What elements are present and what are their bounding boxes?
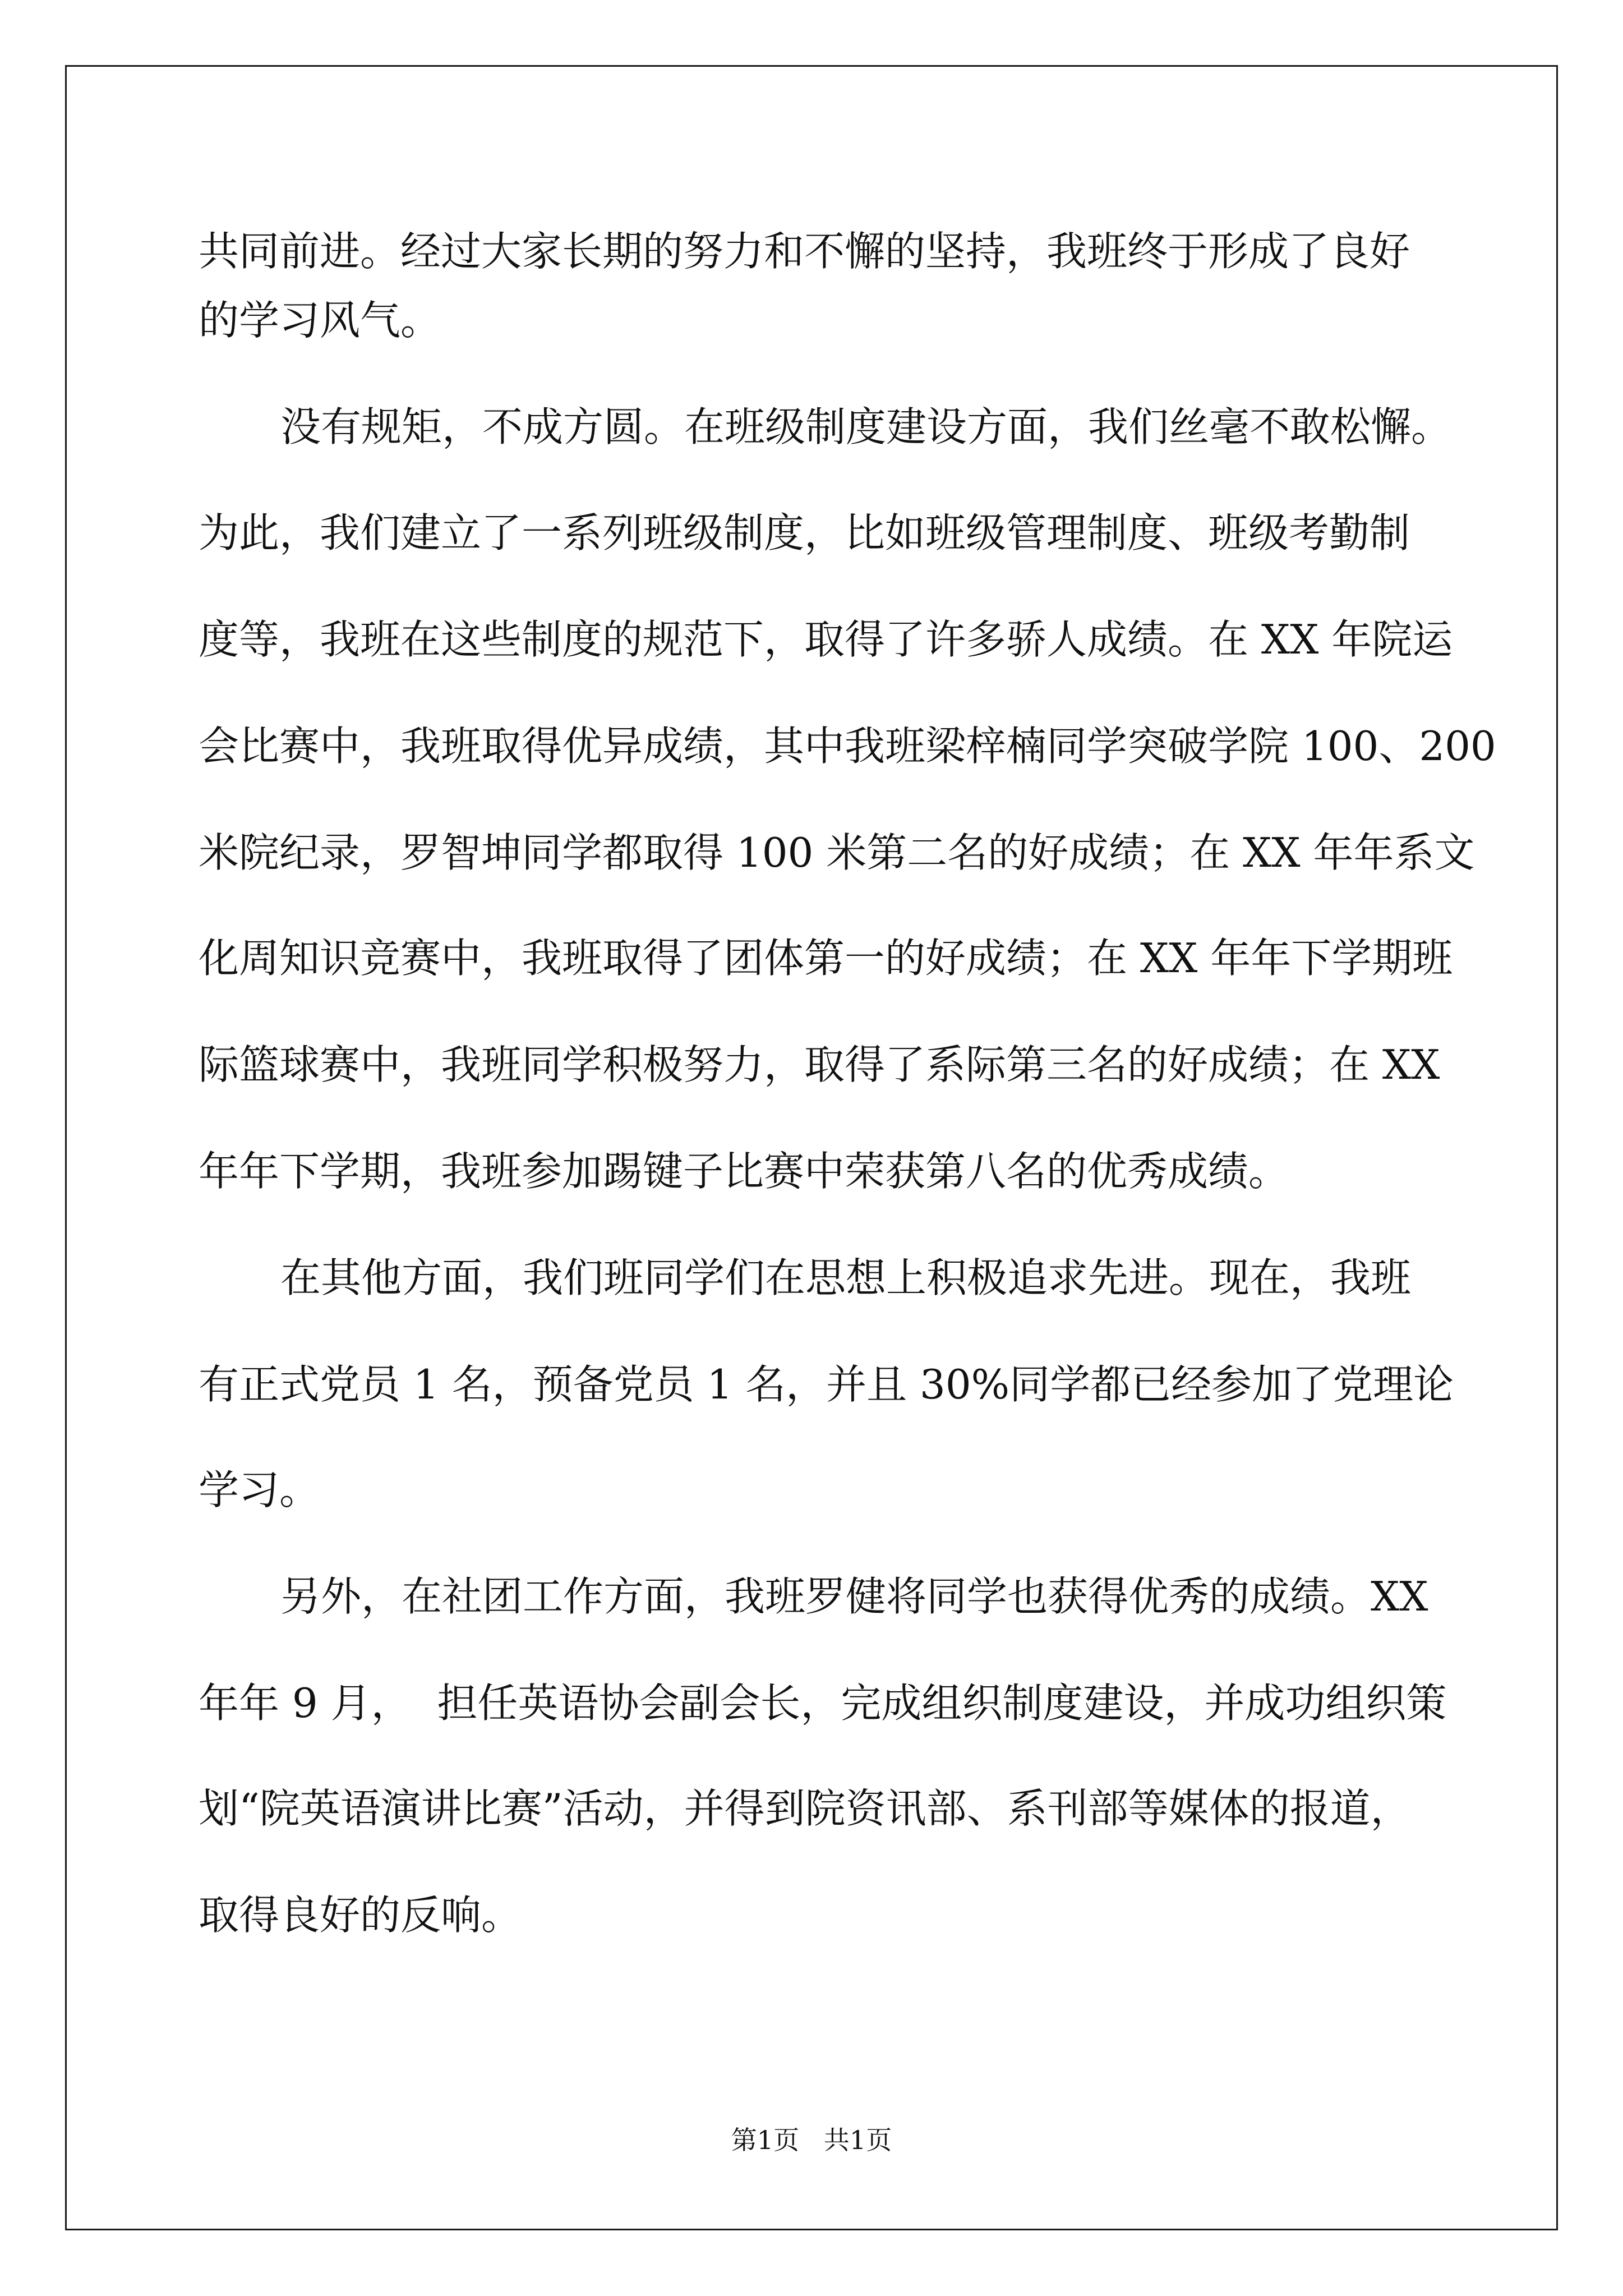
text-line-16: 划“院英语演讲比赛”活动，并得到院资讯部、系刊部等媒体的报道， [199, 1785, 1411, 1832]
text-line-10: 年年下学期，我班参加踢键子比赛中荣获第八名的优秀成绩。 [199, 1148, 1289, 1195]
text-line-15: 年年 9 月， 担任英语协会副会长，完成组织制度建设，并成功组织策 [199, 1680, 1447, 1727]
page-footer: 第1页 共1页 [731, 2125, 892, 2155]
text-line-1: 共同前进。经过大家长期的努力和不懈的坚持，我班终于形成了良好 [199, 228, 1410, 275]
text-line-4: 为此，我们建立了一系列班级制度，比如班级管理制度、班级考勤制 [199, 509, 1410, 556]
text-line-14: 另外，在社团工作方面，我班罗健将同学也获得优秀的成绩。XX [280, 1573, 1428, 1620]
text-line-13: 学习。 [199, 1466, 320, 1513]
text-line-2: 的学习风气。 [199, 297, 441, 344]
text-line-12: 有正式党员 1 名，预备党员 1 名，并且 30%同学都已经参加了党理论 [199, 1361, 1454, 1408]
text-line-6: 会比赛中，我班取得优异成绩，其中我班梁梓楠同学突破学院 100、200 [199, 723, 1496, 770]
text-line-5: 度等，我班在这些制度的规范下，取得了许多骄人成绩。在 XX 年院运 [199, 616, 1453, 663]
text-line-17: 取得良好的反响。 [199, 1892, 522, 1939]
text-line-3: 没有规矩，不成方圆。在班级制度建设方面，我们丝毫不敢松懈。 [280, 403, 1452, 450]
text-line-8: 化周知识竞赛中，我班取得了团体第一的好成绩；在 XX 年年下学期班 [199, 935, 1453, 982]
text-line-11: 在其他方面，我们班同学们在思想上积极追求先进。现在，我班 [280, 1254, 1412, 1301]
text-line-9: 际篮球赛中，我班同学积极努力，取得了系际第三名的好成绩；在 XX [199, 1041, 1440, 1088]
text-line-7: 米院纪录，罗智坤同学都取得 100 米第二名的好成绩；在 XX 年年系文 [199, 829, 1475, 876]
